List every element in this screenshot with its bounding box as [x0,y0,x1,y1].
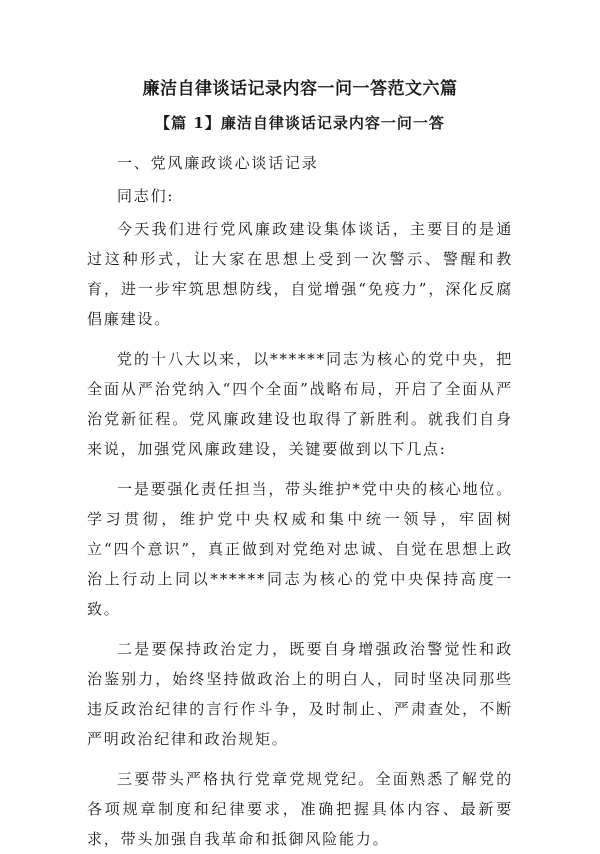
paragraph-4: 二是要保持政治定力，既要自身增强政治警觉性和政治鉴别力，始终坚持做政治上的明白人，同时坚决同那些违反政治纪律的言行作斗争，及时制止、严肃查处，不断严明政治纪律和政治规矩。 [87,640,513,748]
document-title: 廉洁自律谈话记录内容一问一答范文六篇 [142,79,458,99]
paragraph-2: 党的十八大以来，以******同志为核心的党中央，把全面从严治党纳入“四个全面”战略布局，开启了全面从严治党新征程。党风廉政建设也取得了新胜利。就我们自身来说，加强党风廉政建设，关键要做到以下几点: [87,350,513,458]
document-body [87,148,513,854]
salutation: 同志们: [117,187,175,205]
paragraph-1: 今天我们进行党风廉政建设集体谈话，主要目的是通过这种形式，让大家在思想上受到一次警示、警醒和教育，进一步牢筑思想防线，自觉增强“免疫力”，深化反腐倡廉建设。 [87,220,513,328]
paragraph-3: 一是要强化责任担当，带头维护*党中央的核心地位。学习贯彻，维护党中央权威和集中统一领导，牢固树立“四个意识”，真正做到对党绝对忠诚、自觉在思想上政治上行动上同以******同志为核心的党中央保持高度一致。 [87,480,513,618]
section-heading: 一、党风廉政谈心谈话记录 [117,154,319,172]
paragraph-5: 三要带头严格执行党章党规党纪。全面熟悉了解党的各项规章制度和纪律要求，准确把握具体内容、最新要求，带头加强自我革命和抵御风险能力。 [87,770,513,848]
document-subtitle: 【篇 1】廉洁自律谈话记录内容一问一答 [155,114,445,132]
